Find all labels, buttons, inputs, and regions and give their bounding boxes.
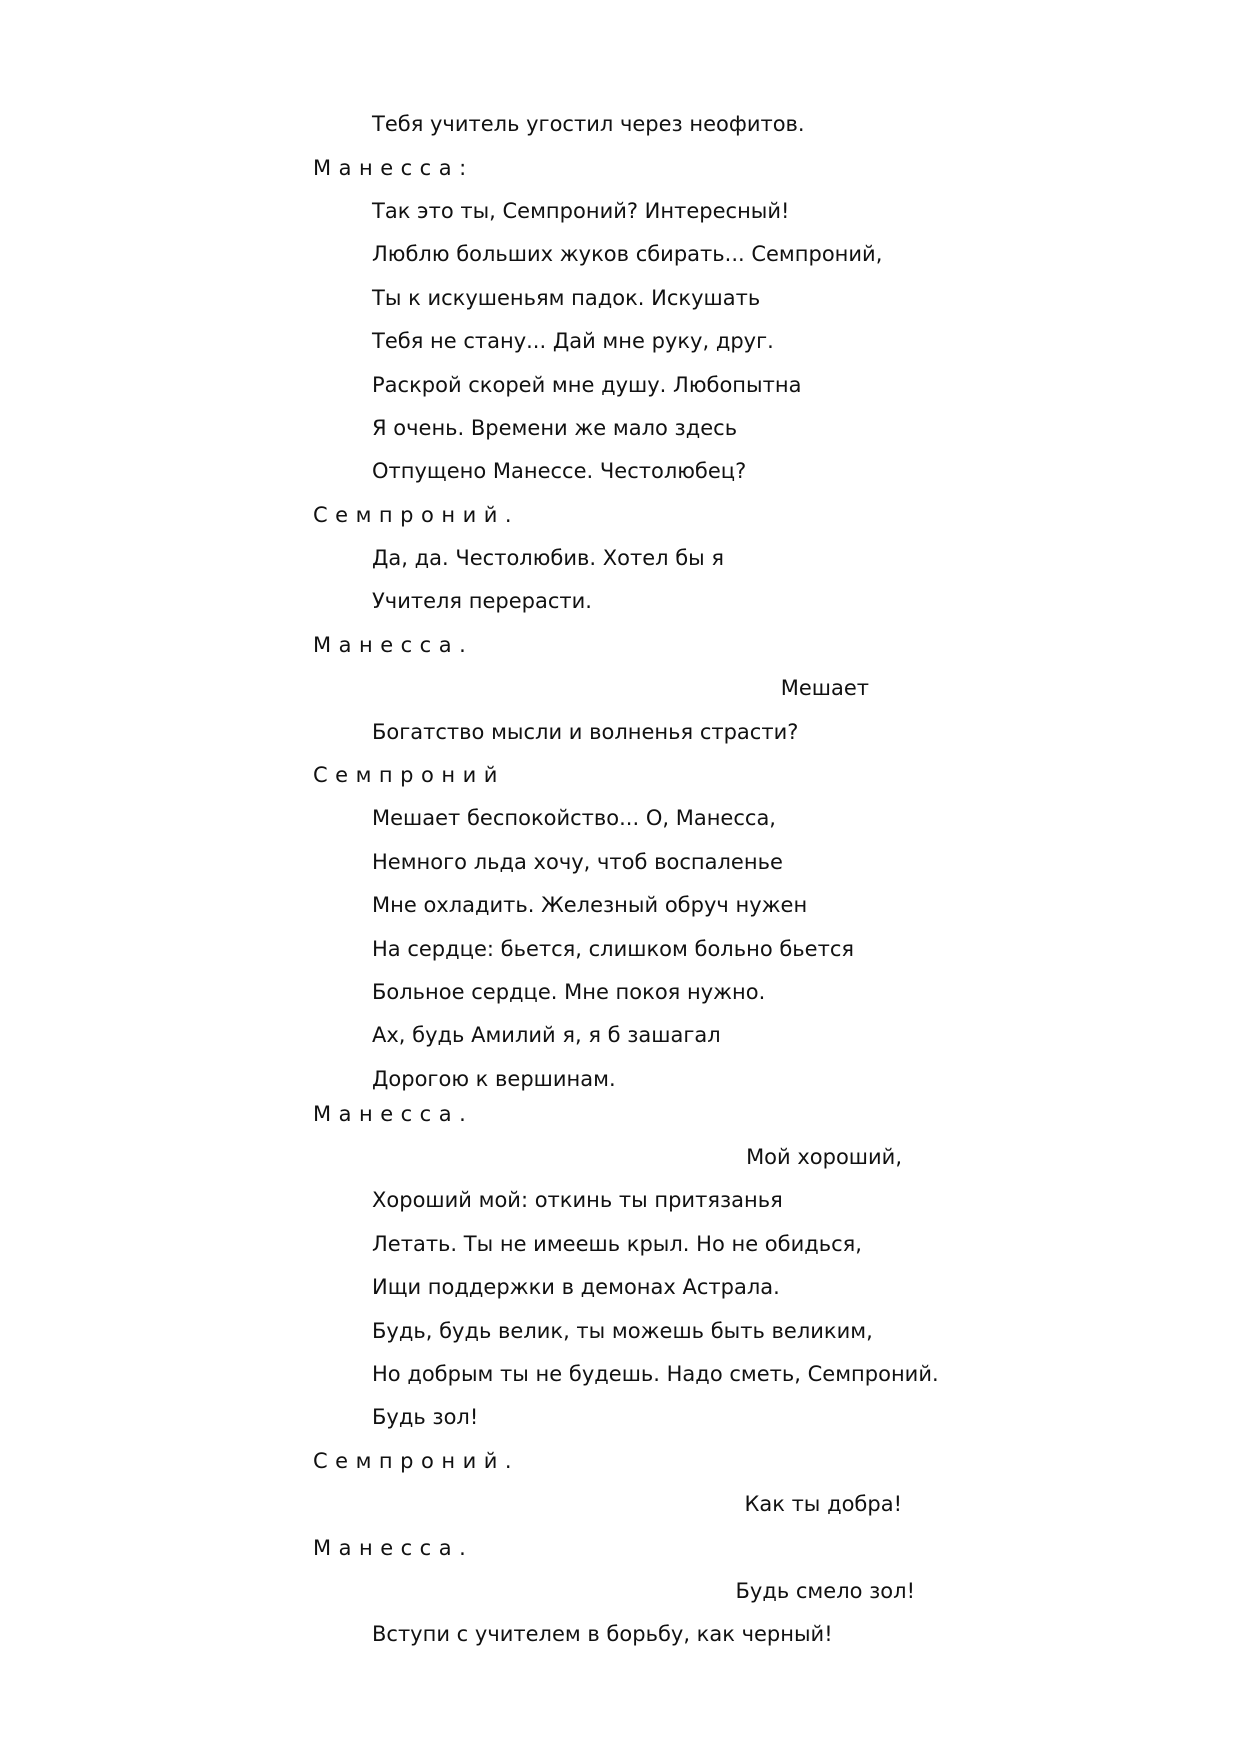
verse-line: Отпущено Манессе. Честолюбец? — [372, 459, 747, 483]
verse-line: Вступи с учителем в борьбу, как черный! — [372, 1622, 833, 1646]
verse-line: Дорогою к вершинам. — [372, 1067, 616, 1091]
verse-line: Ты к искушеньям падок. Искушать — [372, 286, 761, 310]
verse-line: Так это ты, Семпроний? Интересный! — [372, 199, 790, 223]
verse-line: Будь зол! — [372, 1405, 479, 1429]
speaker-name: Манесса: — [313, 156, 474, 180]
verse-line: На сердце: бьется, слишком больно бьется — [372, 937, 855, 961]
speaker-name: Манесса. — [313, 1102, 474, 1126]
verse-line: Да, да. Честолюбив. Хотел бы я — [372, 546, 725, 570]
speaker-name: Семпроний. — [313, 1449, 520, 1473]
speaker-name: Манесса. — [313, 633, 474, 657]
verse-line: Тебя учитель угостил через неофитов. — [372, 112, 805, 136]
verse-line: Ах, будь Амилий я, я б зашагал — [372, 1023, 721, 1047]
verse-line: Тебя не стану... Дай мне руку, друг. — [372, 329, 774, 353]
verse-line: Но добрым ты не будешь. Надо сметь, Семпроний. — [372, 1362, 939, 1386]
continuation-line: Мой хороший, — [746, 1145, 902, 1169]
continuation-line: Как ты добра! — [744, 1492, 902, 1516]
verse-line: Больное сердце. Мне покоя нужно. — [372, 980, 766, 1004]
verse-line: Мешает беспокойство... О, Манесса, — [372, 806, 776, 830]
continuation-line: Мешает — [780, 676, 869, 700]
verse-line: Летать. Ты не имеешь крыл. Но не обидься, — [372, 1232, 862, 1256]
verse-line: Учителя перерасти. — [372, 589, 592, 613]
verse-line: Немного льда хочу, чтоб воспаленье — [372, 850, 783, 874]
verse-line: Мне охладить. Железный обруч нужен — [372, 893, 808, 917]
verse-line: Я очень. Времени же мало здесь — [372, 416, 738, 440]
verse-line: Богатство мысли и волненья страсти? — [372, 720, 799, 744]
verse-line: Хороший мой: откинь ты притязанья — [372, 1188, 783, 1212]
verse-line: Ищи поддержки в демонах Астрала. — [372, 1275, 780, 1299]
speaker-name: Семпроний. — [313, 503, 520, 527]
speaker-name: Семпроний — [313, 763, 505, 787]
speaker-name: Манесса. — [313, 1536, 474, 1560]
verse-line: Люблю больших жуков сбирать... Семпроний, — [372, 242, 883, 266]
continuation-line: Будь смело зол! — [735, 1579, 915, 1603]
verse-line: Будь, будь велик, ты можешь быть великим, — [372, 1319, 873, 1343]
verse-line: Раскрой скорей мне душу. Любопытна — [372, 373, 802, 397]
